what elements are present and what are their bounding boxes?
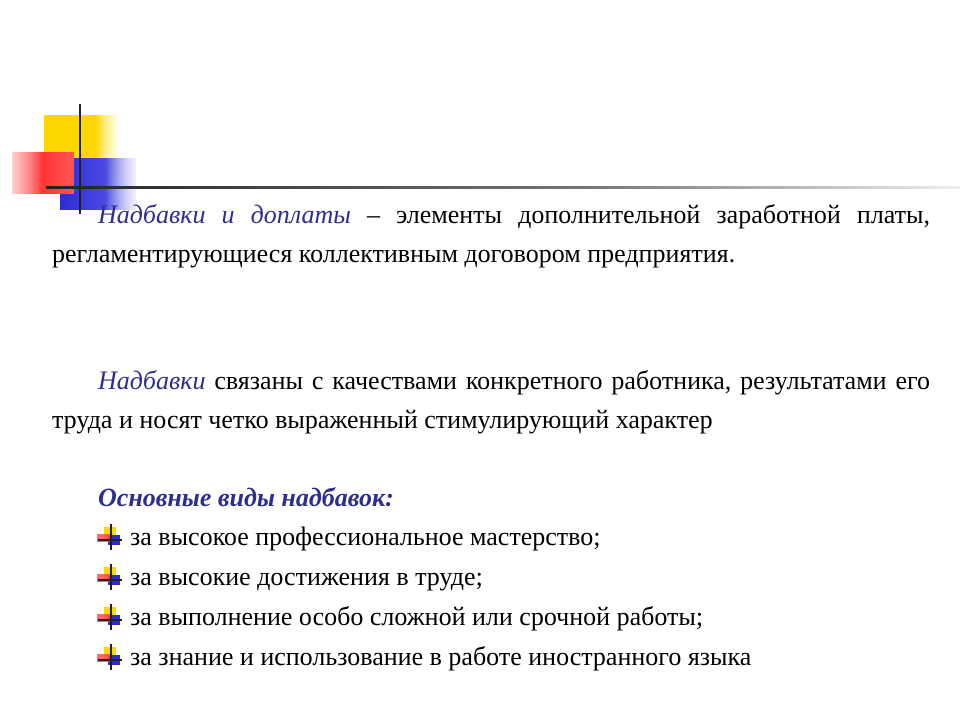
list-item <box>96 597 751 637</box>
term-nadbavki-i-doplaty: Надбавки и доплаты <box>98 200 351 229</box>
square-bullet-icon <box>96 603 128 635</box>
paragraph-definition <box>52 195 930 273</box>
definition-text: – элементы дополнительной заработной платы, регламентирующиеся коллективным договором предприятия. <box>52 200 930 268</box>
list-item <box>96 517 751 557</box>
square-bullet-icon <box>96 523 128 555</box>
nadbavki-text: связаны с качествами конкретного работника, результатами его труда и носят четко выраженный стимулирующий характер <box>52 366 930 434</box>
square-bullet-icon <box>96 643 128 675</box>
list-item <box>96 637 751 677</box>
paragraph-nadbavki <box>52 361 930 439</box>
term-nadbavki: Надбавки <box>98 366 206 395</box>
bullet-list <box>96 517 751 677</box>
bullet-text: за высокое профессиональное мастерство; <box>130 522 601 551</box>
bullet-text: за знание и использование в работе иностранного языка <box>130 642 752 671</box>
square-bullet-icon <box>96 563 128 595</box>
list-item <box>96 557 751 597</box>
bullet-text: за высокие достижения в труде; <box>130 562 483 591</box>
section-heading: Основные виды надбавок: <box>98 483 394 512</box>
bullet-text: за выполнение особо сложной или срочной работы; <box>130 602 704 631</box>
horizontal-rule <box>46 186 960 189</box>
